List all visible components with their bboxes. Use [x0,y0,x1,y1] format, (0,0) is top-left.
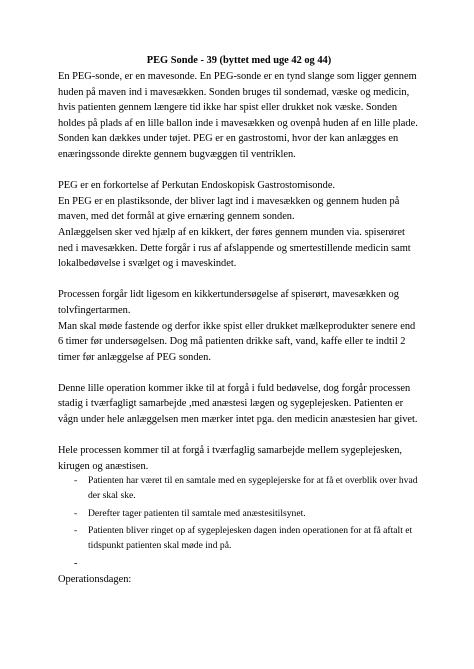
bullet-dash: - [74,475,78,487]
paragraph-anesthesia: Denne lille operation kommer ikke til at forgå i fuld bedøvelse, dog forgår processen stadig i tværfagligt samarbejde ,med anæstesi lægen og sygeplejesken. Patienten er vågn under hele anlæggelsen men mærker intet pga. den medicin anæstesien har givet. [58,382,418,426]
bullet-list [58,474,420,553]
list-item-text: Derefter tager patienten til samtale med anæstesitilsynet. [88,507,306,519]
list-item [58,507,420,522]
document-body [58,53,420,588]
list-item-text: Patienten bliver ringet op af sygeplejesken dagen inden operationen for at få aftalt et tidspunkt patienten skal møde ind på. [88,525,413,551]
paragraph-gap [58,365,420,381]
list-item [58,474,420,503]
paragraph-gap [58,428,420,444]
paragraph-plastic-sonde: En PEG er en plastiksonde, der bliver lagt ind i mavesækken og gennem huden på maven, med det formål at give ernæring gennem sonden. [58,195,400,223]
paragraph-fasting: Man skal møde fastende og derfor ikke spist eller drukket mælkeprodukter senere end 6 timer før undersøgelsen. Dog må patienten drikke saft, vand, kaffe eller te indtil 2 timer før anlæggelse af PEG sonden. [58,320,416,363]
document-title: PEG Sonde - 39 (byttet med uge 42 og 44) [146,55,332,66]
paragraph-procedure: Anlæggelsen sker ved hjælp af en kikkert, der føres gennem munden via. spiserøret ned i mavesækken. Dette forgår i rus af afslappende og smertestillende medicin samt lokalbedøvelse i svælget og i maveskindet. [58,226,411,270]
section-heading: Operationsdagen: [58,574,132,585]
paragraph-abbreviation: PEG er en forkortelse af Perkutan Endoskopisk Gastrostomisonde. [58,180,336,192]
bullet-dash: - [74,525,78,537]
paragraph-collaboration: Hele processen kommer til at forgå i tværfaglig samarbejde mellem sygeplejesken, kirugen og anæstisen. [58,445,403,472]
list-item [58,524,420,553]
paragraph-gap [58,272,420,288]
bullet-dash: - [74,507,78,519]
empty-bullet-dash: - [74,558,78,570]
list-item-text: Patienten har været til en samtale med en sygeplejerske for at få et overblik over hvad der skal ske. [88,475,418,502]
paragraph-peg-definition: En PEG-sonde, er en mavesonde. En PEG-sonde er en tynd slange som ligger gennem huden på maven ind i mavesækken. Sonden bruges til sondemad, væske og medicin, hvis patienten gennem længere tid ikke har spist eller drukket nok væske. Sonden holdes på plads af en lille ballon inde i mavesækken og ovenpå huden af en lille plade. Sonden kan dækkes under tøjet. PEG er en gastrostomi, hvor der kan anlægges en enæringssonde direkte gennem bugvæggen til ventriklen. [58,71,418,160]
paragraph-process: Processen forgår lidt ligesom en kikkertundersøgelse af spiserørt, mavesækken og tolvfingertarmen. [58,289,399,316]
paragraph-gap [58,163,420,179]
